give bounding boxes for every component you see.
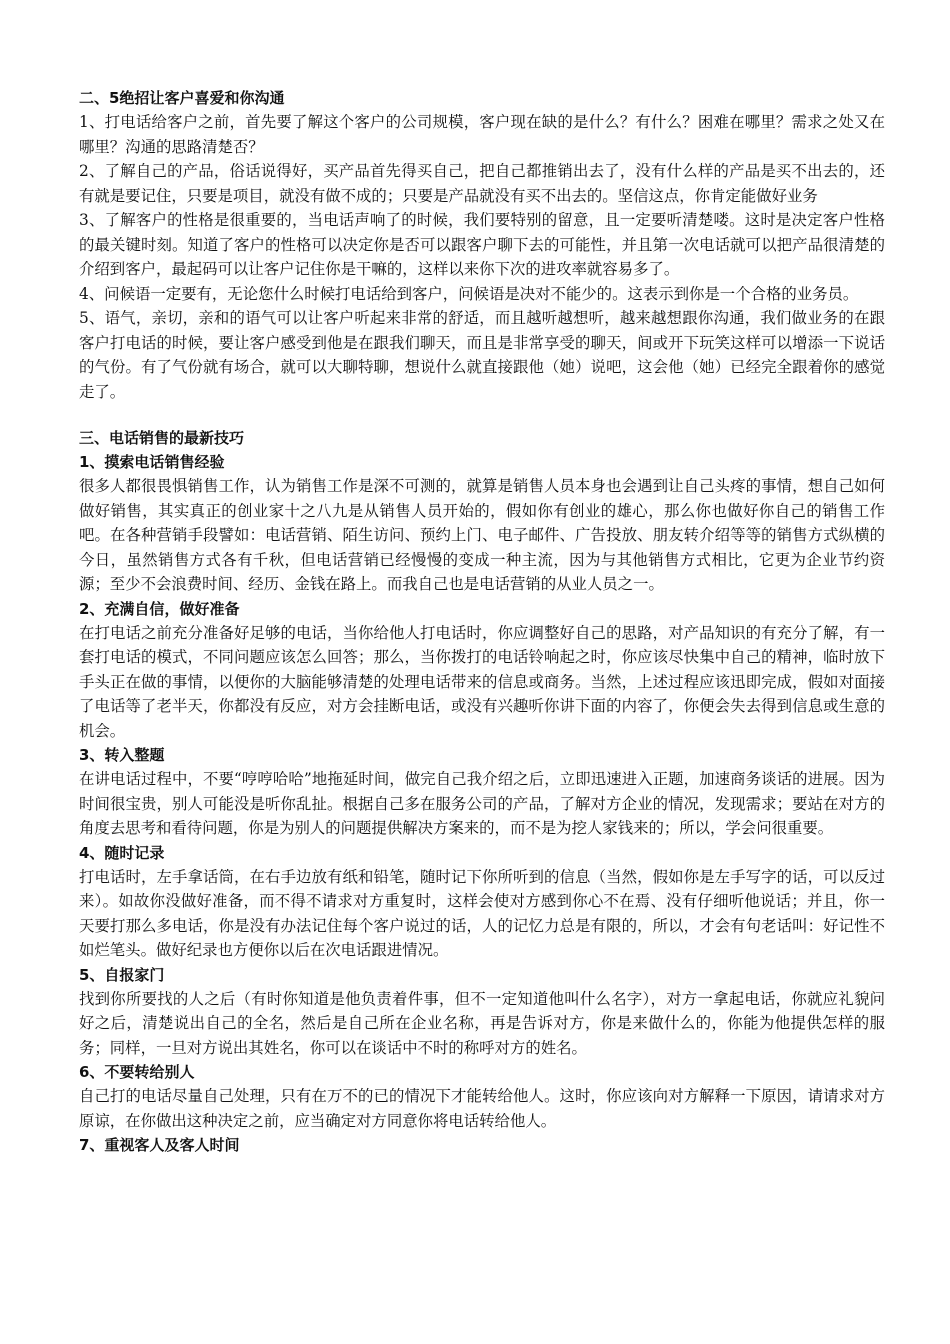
- section-3-title: 三、电话销售的最新技巧: [79, 429, 245, 447]
- item-4-heading: 4、随时记录: [79, 843, 165, 862]
- item-5-body: 找到你所要找的人之后（有时你知道是他负责着件事，但不一定知道他叫什么名字），对方一拿起电话，你就应礼貌问好之后，清楚说出自己的全名，然后是自己所在企业名称，再是告诉对方，你是来做什么的，你能为他提供怎样的服务；同样，一旦对方说出其姓名，你可以在谈话中不时的称呼对方的姓名。: [79, 989, 885, 1057]
- item-5-heading: 5、自报家门: [79, 965, 165, 984]
- item-6-heading: 6、不要转给别人: [79, 1063, 195, 1081]
- item-6-body: 自己打的电话尽量自己处理，只有在万不的已的情况下才能转给他人。这时，你应该向对方解释一下原因，请请求对方原谅，在你做出这种决定之前，应当确定对方同意你将电话转给他人。: [79, 1087, 885, 1130]
- section-2-paragraph-4: 4、问候语一定要有，无论您什么时候打电话给到客户，问候语是决对不能少的。这表示到你是一个合格的业务员。: [79, 284, 859, 303]
- item-2-heading: 2、充满自信，做好准备: [79, 599, 240, 618]
- item-1-heading: 1、摸索电话销售经验: [79, 453, 225, 471]
- section-2-paragraph-2: 2、了解自己的产品，俗话说得好，买产品首先得买自己，把自己都推销出去了，没有什么样的产品是买不出去的，还有就是要记住，只要是项目，就没有做不成的；只要是产品就没有买不出去的。坚信这点，你肯定能做好业务: [79, 162, 885, 205]
- section-2-paragraph-5: 5、语气，亲切，亲和的语气可以让客户听起来非常的舒适，而且越听越想听，越来越想跟你沟通，我们做业务的在跟客户打电话的时候，要让客户感受到他是在跟我们聊天，而且是非常享受的聊天，间或开下玩笑这样可以增添一下说话的气份。有了气份就有场合，就可以大聊特聊，想说什么就直接跟他（她）说吧，这会他（她）已经完全跟着你的感觉走了。: [79, 309, 885, 401]
- section-spacer: [79, 404, 885, 426]
- item-2-body: 在打电话之前充分准备好足够的电话，当你给他人打电话时，你应调整好自己的思路，对产品知识的有充分了解，有一套打电话的模式，不同问题应该怎么回答；那么，当你拨打的电话铃响起之时，你应该尽快集中自己的精神，临时放下手头正在做的事情，以便你的大脑能够清楚的处理电话带来的信息或商务。当然，上述过程应该迅即完成，假如对面接了电话等了老半天，你都没有反应，对方会挂断电话，或没有兴趣听你讲下面的内容了，你便会失去得到信息或生意的机会。: [79, 623, 885, 740]
- section-2-title: 二、5绝招让客户喜爱和你沟通: [79, 89, 285, 107]
- item-3-body: 在讲电话过程中，不要“哼哼哈哈”地拖延时间，做完自己我介绍之后，立即迅速进入正题，加速商务谈话的进展。因为时间很宝贵，别人可能没是听你乱扯。根据自己多在服务公司的产品，了解对方企业的情况，发现需求；要站在对方的角度去思考和看待问题，你是为别人的问题提供解决方案来的，而不是为挖人家钱来的；所以，学会问很重要。: [79, 770, 885, 837]
- document-page: [79, 86, 885, 1157]
- section-2-paragraph-3: 3、了解客户的性格是很重要的，当电话声响了的时候，我们要特别的留意，且一定要听清楚喽。这时是决定客户性格的最关键时刻。知道了客户的性格可以决定你是否可以跟客户聊下去的可能性，并且第一次电话就可以把产品很清楚的介绍到客户，最起码可以让客户记住你是干嘛的，这样以来你下次的进攻率就容易多了。: [79, 211, 885, 278]
- item-3-heading: 3、转入整题: [79, 746, 165, 764]
- item-7-heading: 7、重视客人及客人时间: [79, 1136, 240, 1154]
- item-1-body: 很多人都很畏惧销售工作，认为销售工作是深不可测的，就算是销售人员本身也会遇到让自己头疼的事情，想自己如何做好销售，其实真正的创业家十之八九是从销售人员开始的，假如你有创业的雄心，那么你也做好你自己的销售工作吧。在各种营销手段譬如：电话营销、陌生访问、预约上门、电子邮件、广告投放、朋友转介绍等等的销售方式纵横的今日，虽然销售方式各有千秋，但电话营销已经慢慢的变成一种主流，因为与其他销售方式相比，它更为企业节约资源；至少不会浪费时间、经历、金钱在路上。而我自己也是电话营销的从业人员之一。: [79, 477, 885, 593]
- item-4-body: 打电话时，左手拿话筒，在右手边放有纸和铅笔，随时记下你所听到的信息（当然，假如你是左手写字的话，可以反过来）。如故你没做好准备，而不得不请求对方重复时，这样会使对方感到你心不在焉、没有仔细听他说话；并且，你一天要打那么多电话，你是没有办法记住每个客户说过的话，人的记忆力总是有限的，所以，才会有句老话叫：好记性不如烂笔头。做好纪录也方便你以后在次电话跟进情况。: [79, 867, 885, 959]
- section-2-paragraph-1: 1、打电话给客户之前，首先要了解这个客户的公司规模，客户现在缺的是什么？有什么？困难在哪里？需求之处又在哪里？沟通的思路清楚否？: [79, 113, 885, 156]
